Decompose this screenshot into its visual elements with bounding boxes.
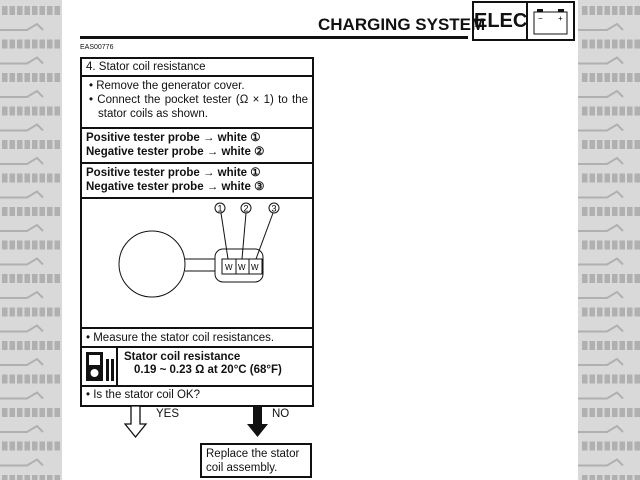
pin-label: W [251, 263, 259, 272]
procedure-table [80, 57, 314, 407]
no-label: NO [272, 408, 290, 420]
pin-label: W [225, 263, 233, 272]
callout-3: 3 [271, 203, 277, 214]
stator-outline [119, 231, 185, 297]
specification [82, 348, 312, 387]
positive-probe: Positive tester probe → white ① [86, 167, 261, 179]
negative-probe: Negative tester probe → white ② [86, 146, 265, 158]
battery-plus: + [558, 14, 563, 23]
check-question: • Is the stator coil OK? [86, 389, 200, 401]
instruction-item: • Connect the pocket tester (Ω × 1) to the stator coils as shown. [89, 94, 308, 120]
watermark-left-picture [0, 0, 62, 480]
replace-action-box: Replace the stator coil assembly. [200, 443, 312, 478]
watermark-right-picture [578, 0, 640, 480]
header-rule [80, 36, 468, 39]
spec-title: Stator coil resistance [124, 351, 241, 363]
yes-arrow-icon [124, 405, 148, 439]
no-arrow-icon [246, 405, 270, 439]
spec-value: 0.19 ~ 0.23 Ω at 20°C (68°F) [134, 364, 282, 376]
battery-minus: − [538, 14, 543, 23]
stator-diagram [82, 199, 312, 329]
pin-label: W [238, 263, 246, 272]
callout-2: 2 [243, 203, 249, 214]
callout-1: 1 [217, 203, 223, 214]
manual-page [62, 0, 578, 480]
pocket-tester-icon [82, 348, 118, 385]
measure-instruction: • Measure the stator coil resistances. [82, 329, 312, 348]
positive-probe: Positive tester probe → white ① [86, 132, 261, 144]
document-code: EAS00776 [80, 44, 114, 51]
section-badge: ELEC [472, 1, 528, 41]
probe-set-1 [82, 129, 312, 164]
step-heading: 4. Stator coil resistance [82, 59, 312, 77]
instructions [82, 77, 312, 129]
negative-probe: Negative tester probe → white ③ [86, 181, 265, 193]
battery-icon [528, 1, 575, 41]
page-title: CHARGING SYSTEM [318, 15, 486, 34]
instruction-item: • Remove the generator cover. [89, 80, 245, 92]
yes-label: YES [156, 408, 180, 420]
probe-set-2 [82, 164, 312, 199]
